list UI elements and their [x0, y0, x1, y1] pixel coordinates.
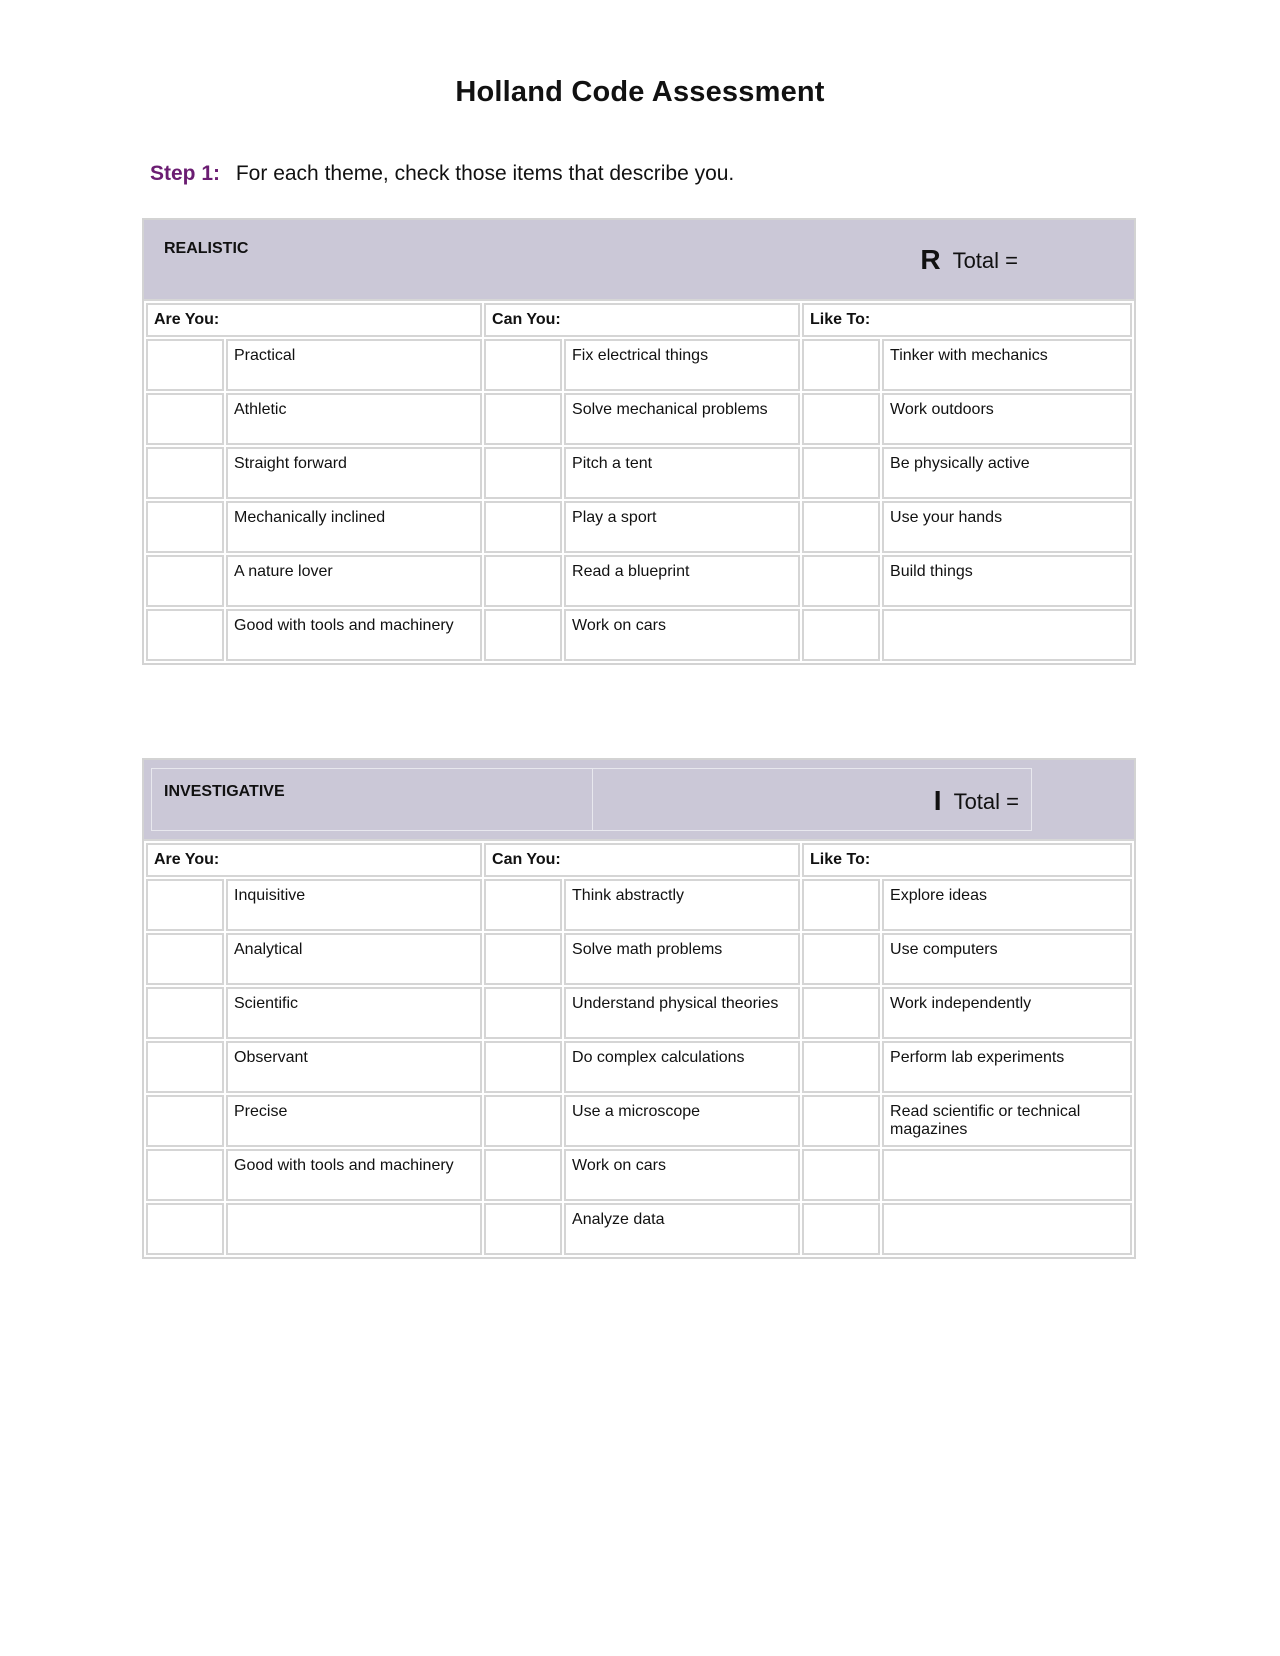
table-row [146, 555, 1132, 607]
checkbox-cell[interactable] [802, 609, 880, 661]
column-header: Can You: [484, 843, 800, 877]
checkbox-cell[interactable] [146, 501, 224, 553]
theme-title: REALISTIC [164, 240, 249, 257]
item-label: Understand physical theories [564, 987, 800, 1039]
item-label: Analyze data [564, 1203, 800, 1255]
item-label: Observant [226, 1041, 482, 1093]
table-row [146, 501, 1132, 553]
item-label: Build things [882, 555, 1132, 607]
checkbox-cell[interactable] [484, 447, 562, 499]
checkbox-cell[interactable] [802, 501, 880, 553]
item-label [226, 1203, 482, 1255]
item-label: Good with tools and machinery [226, 609, 482, 661]
item-label: Use computers [882, 933, 1132, 985]
item-label [882, 1203, 1132, 1255]
checkbox-cell[interactable] [802, 1041, 880, 1093]
item-label: Analytical [226, 933, 482, 985]
item-label: Perform lab experiments [882, 1041, 1132, 1093]
item-label: Practical [226, 339, 482, 391]
item-label [882, 1149, 1132, 1201]
item-label: Be physically active [882, 447, 1132, 499]
checkbox-cell[interactable] [484, 987, 562, 1039]
table-row [146, 1149, 1132, 1201]
item-label: Explore ideas [882, 879, 1132, 931]
column-header: Are You: [146, 303, 482, 337]
column-header: Like To: [802, 843, 1132, 877]
total-field[interactable] [920, 244, 1018, 276]
header-row [146, 843, 1132, 877]
checkbox-cell[interactable] [802, 1095, 880, 1147]
checkbox-cell[interactable] [484, 933, 562, 985]
item-label: Straight forward [226, 447, 482, 499]
checkbox-cell[interactable] [484, 501, 562, 553]
column-header: Are You: [146, 843, 482, 877]
item-label: Read scientific or technical magazines [882, 1095, 1132, 1147]
table-row [146, 447, 1132, 499]
item-label: Work on cars [564, 609, 800, 661]
theme-letter: R [920, 244, 941, 275]
checkbox-cell[interactable] [484, 555, 562, 607]
item-label: Inquisitive [226, 879, 482, 931]
checkbox-cell[interactable] [484, 609, 562, 661]
checkbox-cell[interactable] [146, 987, 224, 1039]
item-label: Scientific [226, 987, 482, 1039]
table-row [146, 1041, 1132, 1093]
checkbox-cell[interactable] [146, 933, 224, 985]
step-instruction [150, 162, 734, 186]
realistic-header [144, 220, 1134, 301]
table-row [146, 879, 1132, 931]
item-label: Tinker with mechanics [882, 339, 1132, 391]
checkbox-cell[interactable] [146, 1095, 224, 1147]
checkbox-cell[interactable] [146, 1041, 224, 1093]
checkbox-cell[interactable] [802, 339, 880, 391]
checkbox-cell[interactable] [802, 1149, 880, 1201]
item-label: Use your hands [882, 501, 1132, 553]
checkbox-cell[interactable] [802, 987, 880, 1039]
checkbox-cell[interactable] [802, 555, 880, 607]
checkbox-cell[interactable] [484, 1149, 562, 1201]
item-label: Precise [226, 1095, 482, 1147]
step-label: Step 1: [150, 162, 221, 185]
table-row [146, 1095, 1132, 1147]
item-label: Athletic [226, 393, 482, 445]
column-header: Like To: [802, 303, 1132, 337]
checkbox-cell[interactable] [802, 1203, 880, 1255]
total-field[interactable] [934, 785, 1019, 817]
checkbox-cell[interactable] [146, 1149, 224, 1201]
item-label: Solve mechanical problems [564, 393, 800, 445]
table-row [146, 1203, 1132, 1255]
item-label: Work on cars [564, 1149, 800, 1201]
item-label: Good with tools and machinery [226, 1149, 482, 1201]
checkbox-cell[interactable] [484, 1095, 562, 1147]
table-row [146, 339, 1132, 391]
realistic-section [142, 218, 1136, 665]
investigative-section [142, 758, 1136, 1259]
item-label: Solve math problems [564, 933, 800, 985]
table-row [146, 393, 1132, 445]
item-label: Do complex calculations [564, 1041, 800, 1093]
total-label: Total = [952, 248, 1018, 273]
item-label: Pitch a tent [564, 447, 800, 499]
item-label: A nature lover [226, 555, 482, 607]
column-header: Can You: [484, 303, 800, 337]
checkbox-cell[interactable] [484, 1203, 562, 1255]
checkbox-cell[interactable] [146, 879, 224, 931]
checkbox-cell[interactable] [146, 393, 224, 445]
checkbox-cell[interactable] [484, 879, 562, 931]
checkbox-cell[interactable] [484, 1041, 562, 1093]
investigative-header [144, 760, 1134, 841]
checkbox-cell[interactable] [146, 1203, 224, 1255]
item-label: Work outdoors [882, 393, 1132, 445]
checkbox-cell[interactable] [146, 555, 224, 607]
checkbox-cell[interactable] [802, 393, 880, 445]
item-label: Read a blueprint [564, 555, 800, 607]
theme-letter: I [933, 785, 942, 816]
item-label: Think abstractly [564, 879, 800, 931]
table-row [146, 609, 1132, 661]
investigative-table [144, 841, 1134, 1257]
table-row [146, 933, 1132, 985]
realistic-table [144, 301, 1134, 663]
header-row [146, 303, 1132, 337]
item-label: Fix electrical things [564, 339, 800, 391]
checkbox-cell[interactable] [484, 339, 562, 391]
theme-title: INVESTIGATIVE [164, 783, 285, 800]
page-title: Holland Code Assessment [455, 76, 825, 108]
table-row [146, 987, 1132, 1039]
checkbox-cell[interactable] [802, 447, 880, 499]
checkbox-cell[interactable] [484, 393, 562, 445]
total-label: Total = [953, 789, 1019, 814]
item-label: Mechanically inclined [226, 501, 482, 553]
checkbox-cell[interactable] [802, 879, 880, 931]
item-label [882, 609, 1132, 661]
item-label: Play a sport [564, 501, 800, 553]
checkbox-cell[interactable] [146, 447, 224, 499]
item-label: Work independently [882, 987, 1132, 1039]
checkbox-cell[interactable] [802, 933, 880, 985]
item-label: Use a microscope [564, 1095, 800, 1147]
step-text: For each theme, check those items that describe you. [235, 162, 735, 185]
checkbox-cell[interactable] [146, 339, 224, 391]
checkbox-cell[interactable] [146, 609, 224, 661]
